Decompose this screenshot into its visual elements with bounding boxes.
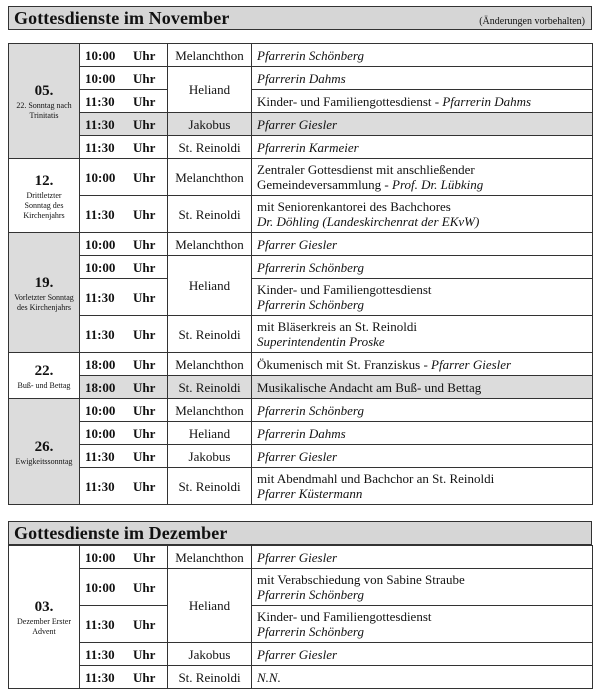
place-cell: Heliand bbox=[168, 256, 252, 316]
table-row bbox=[9, 44, 593, 67]
date-number: 03. bbox=[34, 599, 54, 615]
description-cell: Kinder- und Familiengottesdienst - Pfarrerin Dahms bbox=[252, 90, 593, 113]
place-cell: Melanchthon bbox=[168, 233, 252, 256]
time-cell: 10:00 Uhr bbox=[80, 399, 168, 422]
time-cell: 11:30 Uhr bbox=[80, 316, 168, 353]
place-cell: Heliand bbox=[168, 422, 252, 445]
time-cell: 11:30 Uhr bbox=[80, 666, 168, 689]
time-cell: 11:30 Uhr bbox=[80, 90, 168, 113]
time-cell: 10:00 Uhr bbox=[80, 233, 168, 256]
place-cell: Jakobus bbox=[168, 113, 252, 136]
table-row bbox=[9, 353, 593, 376]
place-cell: Jakobus bbox=[168, 445, 252, 468]
table-row bbox=[9, 606, 593, 643]
description-cell: Kinder- und Familiengottesdienst Pfarrerin Schönberg bbox=[252, 606, 593, 643]
description-cell: Pfarrer Giesler bbox=[252, 546, 593, 569]
description-cell: Pfarrer Giesler bbox=[252, 113, 593, 136]
date-cell bbox=[9, 399, 80, 505]
place-cell: Melanchthon bbox=[168, 546, 252, 569]
november-title: Gottesdienste im November bbox=[14, 8, 230, 28]
place-cell: St. Reinoldi bbox=[168, 136, 252, 159]
description-cell: Zentraler Gottesdienst mit anschließender Gemeindeversammlung - Prof. Dr. Lübking bbox=[252, 159, 593, 196]
date-subtitle: Vorletzter Sonntag des Kirchenjahrs bbox=[14, 292, 74, 312]
table-row bbox=[9, 90, 593, 113]
place-cell: Heliand bbox=[168, 67, 252, 113]
december-section bbox=[8, 521, 592, 689]
place-cell: St. Reinoldi bbox=[168, 376, 252, 399]
date-number: 19. bbox=[34, 274, 54, 291]
place-cell: St. Reinoldi bbox=[168, 666, 252, 689]
date-subtitle: Dezember Erster Advent bbox=[17, 617, 71, 636]
description-cell: mit Bläserkreis an St. Reinoldi Superintendentin Proske bbox=[252, 316, 593, 353]
time-cell: 10:00 Uhr bbox=[80, 159, 168, 196]
place-cell: Melanchthon bbox=[168, 44, 252, 67]
table-row bbox=[9, 279, 593, 316]
description-cell: Pfarrerin Schönberg bbox=[252, 256, 593, 279]
description-cell: Pfarrerin Dahms bbox=[252, 67, 593, 90]
description-cell: Pfarrerin Dahms bbox=[252, 422, 593, 445]
time-cell: 18:00 Uhr bbox=[80, 376, 168, 399]
description-cell: Pfarrer Giesler bbox=[252, 233, 593, 256]
place-cell: Melanchthon bbox=[168, 159, 252, 196]
november-section bbox=[8, 6, 592, 505]
table-row bbox=[9, 113, 593, 136]
table-row bbox=[9, 643, 593, 666]
table-row bbox=[9, 316, 593, 353]
time-cell: 10:00 Uhr bbox=[80, 422, 168, 445]
time-cell: 11:30 Uhr bbox=[80, 196, 168, 233]
description-cell: Pfarrerin Karmeier bbox=[252, 136, 593, 159]
place-cell: Heliand bbox=[168, 569, 252, 643]
date-number: 22. bbox=[34, 362, 54, 379]
time-cell: 11:30 Uhr bbox=[80, 606, 168, 643]
time-cell: 11:30 Uhr bbox=[80, 279, 168, 316]
description-cell: Pfarrerin Schönberg bbox=[252, 44, 593, 67]
date-cell bbox=[9, 44, 80, 159]
description-cell: Pfarrer Giesler bbox=[252, 445, 593, 468]
place-cell: Melanchthon bbox=[168, 353, 252, 376]
december-schedule-table bbox=[8, 545, 593, 689]
november-title-bar bbox=[8, 6, 592, 30]
description-cell: Pfarrer Giesler bbox=[252, 643, 593, 666]
place-cell: Jakobus bbox=[168, 643, 252, 666]
date-subtitle: Ewigkeitssonntag bbox=[15, 456, 73, 466]
table-row bbox=[9, 666, 593, 689]
time-cell: 10:00 Uhr bbox=[80, 44, 168, 67]
table-row bbox=[9, 196, 593, 233]
table-row bbox=[9, 67, 593, 90]
table-row bbox=[9, 422, 593, 445]
date-cell bbox=[9, 233, 80, 353]
november-schedule-table bbox=[8, 43, 593, 505]
december-title: Gottesdienste im Dezember bbox=[14, 523, 228, 543]
table-row bbox=[9, 233, 593, 256]
time-cell: 10:00 Uhr bbox=[80, 256, 168, 279]
time-cell: 10:00 Uhr bbox=[80, 67, 168, 90]
place-cell: Melanchthon bbox=[168, 399, 252, 422]
place-cell: St. Reinoldi bbox=[168, 468, 252, 505]
date-number: 05. bbox=[34, 83, 54, 99]
date-cell bbox=[9, 546, 80, 689]
changes-note: (Änderungen vorbehalten) bbox=[479, 16, 585, 27]
date-number: 12. bbox=[34, 172, 54, 189]
table-row bbox=[9, 546, 593, 569]
table-row bbox=[9, 136, 593, 159]
time-cell: 11:30 Uhr bbox=[80, 445, 168, 468]
date-cell bbox=[9, 159, 80, 233]
time-cell: 11:30 Uhr bbox=[80, 643, 168, 666]
table-row bbox=[9, 569, 593, 606]
time-cell: 11:30 Uhr bbox=[80, 136, 168, 159]
description-cell: mit Verabschiedung von Sabine Straube Pfarrerin Schönberg bbox=[252, 569, 593, 606]
time-cell: 11:30 Uhr bbox=[80, 468, 168, 505]
table-row bbox=[9, 256, 593, 279]
table-row bbox=[9, 445, 593, 468]
description-cell: Pfarrerin Schönberg bbox=[252, 399, 593, 422]
time-cell: 11:30 Uhr bbox=[80, 113, 168, 136]
description-cell: mit Abendmahl und Bachchor an St. Reinoldi Pfarrer Küstermann bbox=[252, 468, 593, 505]
time-cell: 10:00 Uhr bbox=[80, 569, 168, 606]
table-row bbox=[9, 376, 593, 399]
date-subtitle: 22. Sonntag nach Trinitatis bbox=[16, 101, 72, 120]
place-cell: St. Reinoldi bbox=[168, 316, 252, 353]
description-cell: Ökumenisch mit St. Franziskus - Pfarrer Giesler bbox=[252, 353, 593, 376]
table-row bbox=[9, 399, 593, 422]
time-cell: 18:00 Uhr bbox=[80, 353, 168, 376]
december-title-bar bbox=[8, 521, 592, 545]
time-cell: 10:00 Uhr bbox=[80, 546, 168, 569]
table-row bbox=[9, 468, 593, 505]
date-number: 26. bbox=[34, 438, 54, 455]
date-subtitle: Drittletzter Sonntag des Kirchenjahrs bbox=[23, 190, 65, 220]
place-cell: St. Reinoldi bbox=[168, 196, 252, 233]
description-cell: mit Seniorenkantorei des Bachchores Dr. Döhling (Landeskirchenrat der EKvW) bbox=[252, 196, 593, 233]
date-subtitle: Buß- und Bettag bbox=[17, 380, 71, 390]
table-row bbox=[9, 159, 593, 196]
description-cell: Musikalische Andacht am Buß- und Bettag bbox=[252, 376, 593, 399]
date-cell bbox=[9, 353, 80, 399]
description-cell: N.N. bbox=[252, 666, 593, 689]
description-cell: Kinder- und Familiengottesdienst Pfarrerin Schönberg bbox=[252, 279, 593, 316]
